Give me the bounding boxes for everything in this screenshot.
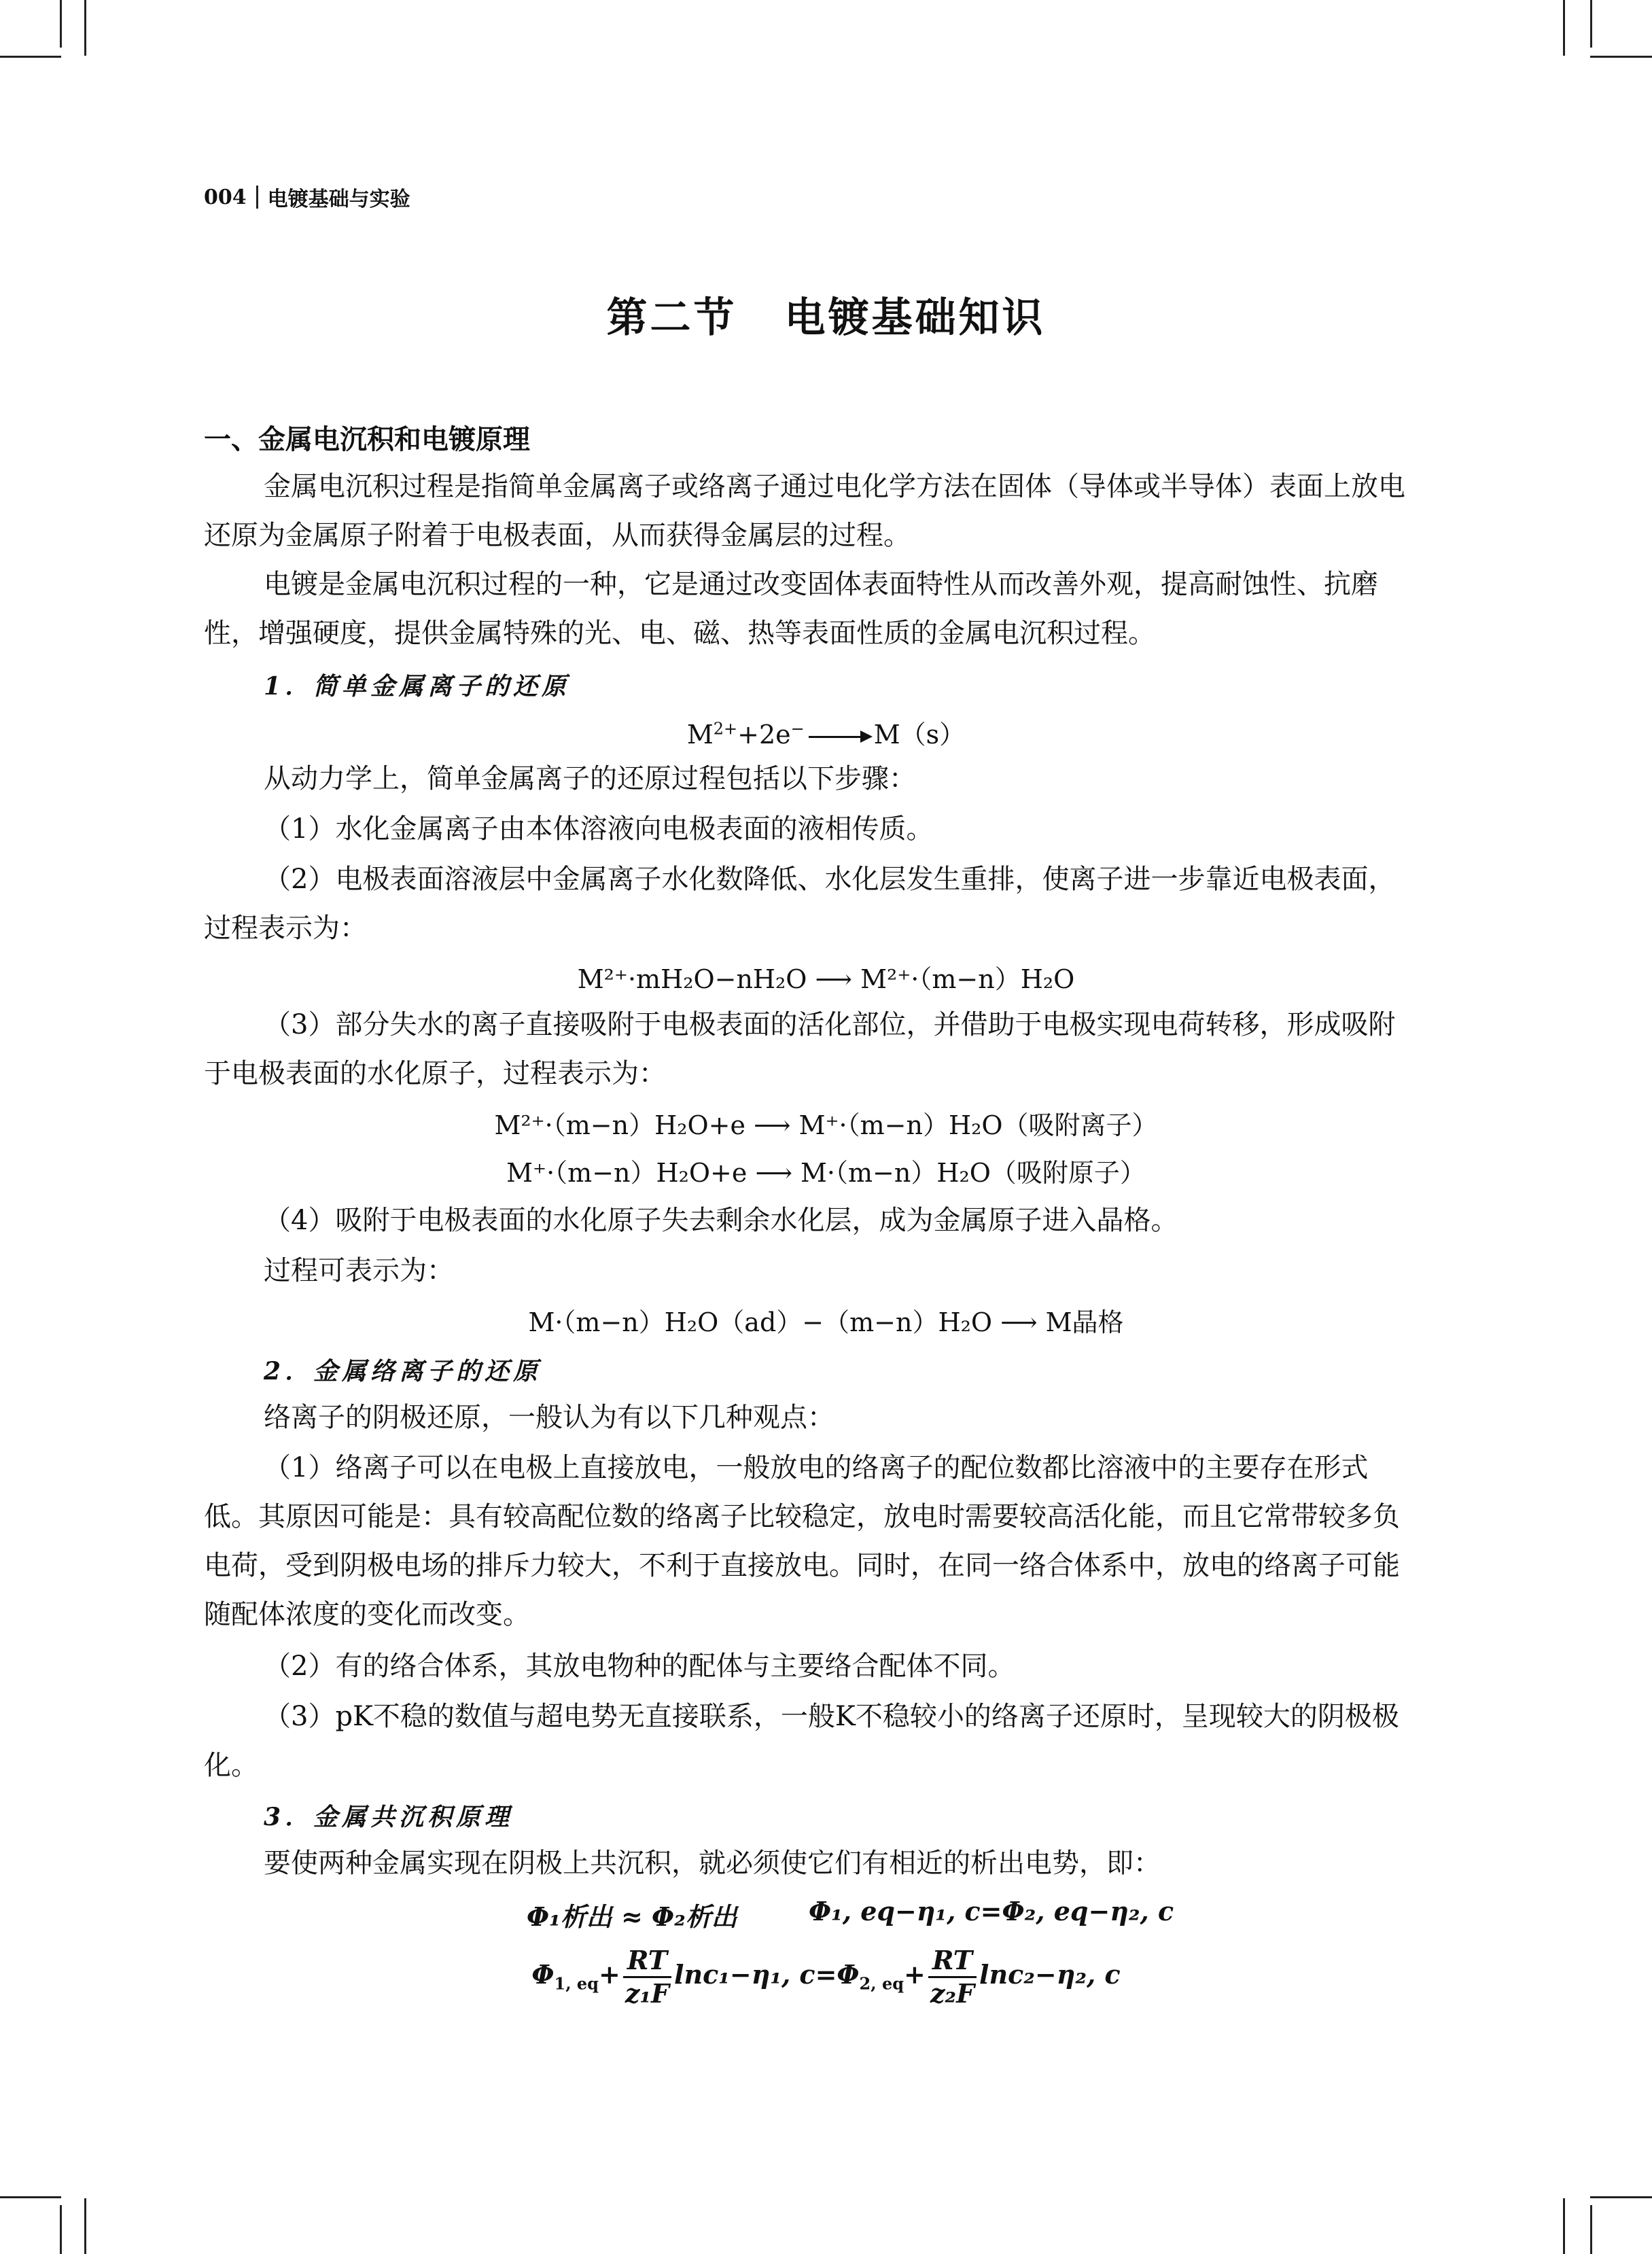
book-title: 电镀基础与实验 [267,188,410,211]
equation-5b: Φ₁, eq−η₁, c=Φ₂, eq−η₂, c [809,1896,1174,1926]
equation-3a: M²⁺·（m−n）H₂O+e ⟶ M⁺·（m−n）H₂O（吸附离子） [494,1110,1158,1140]
crop-mark [1590,0,1592,48]
paragraph: （1）络离子可以在电极上直接放电，一般放电的络离子的配位数都比溶液中的主要存在形式低。其原因可能是：具有较高配位数的络离子比较稳定，放电时需要较高活化能，而且它常带较多负电荷，受到阴极电场的排斥力较大，不利于直接放电。同时，在同一络合体系中，放电的络离子可能随配体浓度的变化而改变。 [204,1452,1400,1630]
equation-1: $M^{2+}+2e^-$ M（s） [686,719,966,750]
step-3: （3）部分失水的离子直接吸附于电极表面的活化部位，并借助于电极实现电荷转移，形成吸附于电极表面的水化原子，过程表示为： [204,1009,1396,1089]
crop-mark [84,0,86,56]
equation-3b: M⁺·（m−n）H₂O+e ⟶ M·（m−n）H₂O（吸附原子） [506,1158,1146,1188]
section-title [0,285,1652,344]
paragraph: 要使两种金属实现在阴极上共沉积，就必须使它们有相近的析出电势，即： [264,1848,1161,1879]
step-4: （4）吸附于电极表面的水化原子失去剩余水化层，成为金属原子进入晶格。 [264,1205,1178,1236]
crop-mark [1590,56,1652,58]
crop-mark [60,0,62,48]
paragraph: （3）pK不稳的数值与超电势无直接联系，一般K不稳较小的络离子还原时，呈现较大的阴极极化。 [204,1701,1399,1781]
equation-4: M·（m−n）H₂O（ad）−（m−n）H₂O ⟶ M晶格 [528,1307,1124,1337]
crop-mark [0,56,61,58]
fraction: $\frac{RT}{\text{z₁F}}$ [623,1945,671,2009]
section-name: 电镀基础知识 [784,294,1046,342]
paragraph: 从动力学上，简单金属离子的还原过程包括以下步骤： [264,763,916,794]
equation-2: M²⁺·mH₂O−nH₂O ⟶ M²⁺·（m−n）H₂O [577,964,1075,994]
heading-1: 一、金属电沉积和电镀原理 [204,423,530,455]
crop-mark [0,2196,61,2198]
paragraph: 电镀是金属电沉积过程的一种，它是通过改变固体表面特性从而改善外观，提高耐蚀性、抗磨性，增强硬度，提供金属特殊的光、电、磁、热等表面性质的金属电沉积过程。 [204,569,1378,649]
paragraph: 络离子的阴极还原，一般认为有以下几种观点： [264,1402,834,1433]
reaction-arrow [809,736,870,738]
crop-mark [84,2198,86,2254]
subheading: 3．金属共沉积原理 [264,1803,514,1831]
subheading: 1．简单金属离子的还原 [264,672,571,701]
crop-mark [1563,0,1565,56]
page-number: 004 [204,185,247,209]
crop-mark [1563,2198,1565,2254]
crop-mark [60,2205,62,2254]
fraction: $\frac{RT}{\text{z₂F}}$ [928,1945,977,2009]
step-1: （1）水化金属离子由本体溶液向电极表面的液相传质。 [264,813,934,845]
section-number: 第二节 [606,294,737,342]
divider [256,186,258,209]
paragraph: （2）有的络合体系，其放电物种的配体与主要络合配体不同。 [264,1651,1015,1682]
subheading: 2．金属络离子的还原 [264,1357,542,1386]
equation-6: $\Phi_{1, eq}+$ $\frac{RT}{\text{z₁F}}$ lnc₁−η₁, $c=\Phi_{2, eq}+$ $\frac{RT}{\text{z₂F}}$ lnc₂−η₂, c [531,1945,1121,2009]
equation-5a: Φ₁析出 ≈ Φ₂析出 [527,1901,737,1932]
crop-mark [1590,2205,1592,2254]
crop-mark [1590,2196,1652,2198]
step-2: （2）电极表面溶液层中金属离子水化数降低、水化层发生重排，使离子进一步靠近电极表面，过程表示为： [204,864,1396,944]
running-head [204,182,410,212]
paragraph: 金属电沉积过程是指简单金属离子或络离子通过电化学方法在固体（导体或半导体）表面上放电还原为金属原子附着于电极表面，从而获得金属层的过程。 [204,471,1405,551]
paragraph: 过程可表示为： [264,1255,454,1286]
